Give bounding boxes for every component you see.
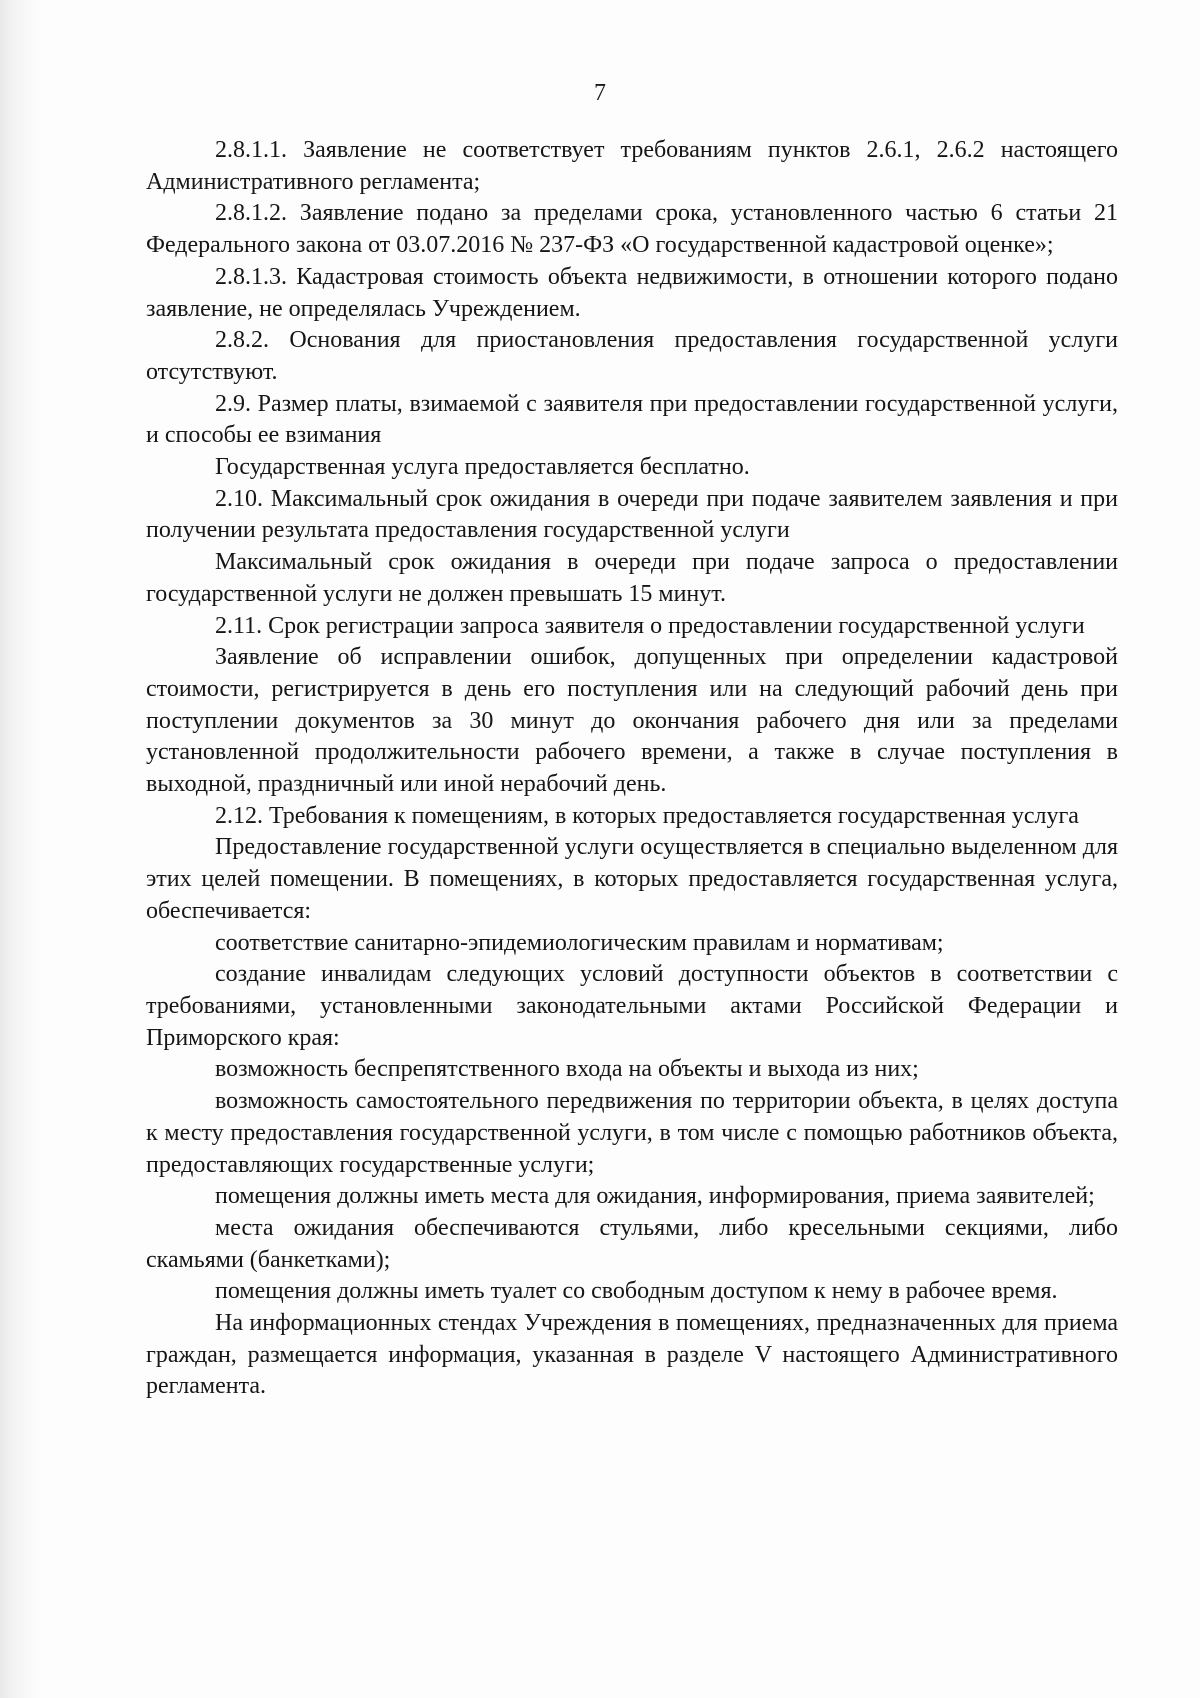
list-item-seating: места ожидания обеспечиваются стульями, либо кресельными секциями, либо скамьями (банкетками);: [146, 1214, 1118, 1273]
list-item-sanitary: соответствие санитарно-эпидемиологическим правилам и нормативам;: [215, 929, 944, 956]
paragraph-premises: Предоставление государственной услуги осуществляется в специально выделенном для этих целей помещении. В помещениях, в которых предоставляется государственная услуга, обеспечивается:: [146, 834, 1118, 924]
list-item-movement: возможность самостоятельного передвижения по территории объекта, в целях доступа к месту предоставления государственной услуги, в том числе с помощью работников объекта, предоставляющих государственные услуги;: [146, 1088, 1118, 1178]
section-heading-2-10: 2.10. Максимальный срок ожидания в очереди при подаче заявителем заявления и при получении результата предоставления государственной услуги: [146, 485, 1118, 544]
paragraph-2-8-1-3: 2.8.1.3. Кадастровая стоимость объекта недвижимости, в отношении которого подано заявление, не определялась Учреждением.: [146, 263, 1118, 322]
paragraph-registration: Заявление об исправлении ошибок, допущенных при определении кадастровой стоимости, регистрируется в день его поступления или на следующий рабочий день при поступлении документов за 30 минут до окончания рабочего дня или за пределами установленной продолжительности рабочего времени, а также в случае поступления в выходной, праздничный или иной нерабочий день.: [146, 644, 1118, 798]
list-item-entry-exit: возможность беспрепятственного входа на объекты и выхода из них;: [215, 1056, 919, 1083]
list-item-accessibility: создание инвалидам следующих условий доступности объектов в соответствии с требованиями, установленными законодательными актами Российской Федерации и Приморского края:: [146, 961, 1118, 1051]
paragraph-info-stands: На информационных стендах Учреждения в помещениях, предназначенных для приема граждан, размещается информация, указанная в разделе V настоящего Административного регламента.: [146, 1310, 1118, 1400]
paragraph-2-8-1-1: 2.8.1.1. Заявление не соответствует требованиям пунктов 2.6.1, 2.6.2 настоящего Административного регламента;: [146, 137, 1118, 195]
paragraph-free-service: Государственная услуга предоставляется бесплатно.: [215, 454, 750, 481]
paragraph-2-8-1-2: 2.8.1.2. Заявление подано за пределами срока, установленного частью 6 статьи 21 Федерального закона от 03.07.2016 № 237-ФЗ «О государственной кадастровой оценке»;: [146, 200, 1118, 259]
scan-shadow-edge: [0, 0, 40, 1698]
section-heading-2-9: 2.9. Размер платы, взимаемой с заявителя при предоставлении государственной услуги, и способы ее взимания: [146, 390, 1118, 449]
document-body: [146, 135, 1118, 1403]
paragraph-2-8-2: 2.8.2. Основания для приостановления предоставления государственной услуги отсутствуют.: [146, 327, 1118, 385]
page-number: 7: [594, 80, 606, 106]
section-heading-2-12: 2.12. Требования к помещениям, в которых предоставляется государственная услуга: [215, 802, 1079, 829]
list-item-waiting-places: помещения должны иметь места для ожидания, информирования, приема заявителей;: [215, 1183, 1095, 1210]
list-item-toilet: помещения должны иметь туалет со свободным доступом к нему в рабочее время.: [215, 1278, 1058, 1305]
section-heading-2-11: 2.11. Срок регистрации запроса заявителя о предоставлении государственной услуги: [215, 612, 1085, 639]
paragraph-queue-time: Максимальный срок ожидания в очереди при подаче запроса о предоставлении государственной услуги не должен превышать 15 минут.: [146, 549, 1118, 607]
